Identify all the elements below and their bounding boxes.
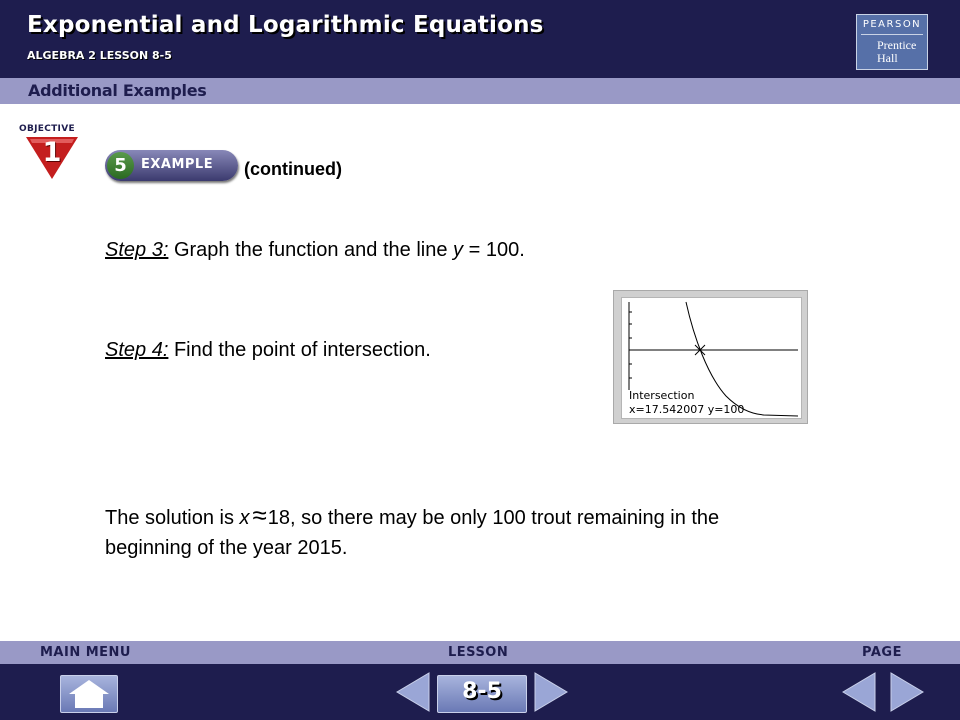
example-badge — [105, 150, 238, 181]
solution-text-end: 18, so there may be only 100 trout remaining in the — [267, 507, 720, 529]
example-label: EXAMPLE — [141, 157, 214, 172]
page-title: Exponential and Logarithmic Equations — [27, 12, 544, 38]
logo-brand: PEARSON — [862, 19, 922, 30]
step-4-text: Find the point of intersection. — [168, 339, 431, 361]
lesson-subtitle: ALGEBRA 2 LESSON 8-5 — [27, 49, 172, 62]
intersection-label: Intersection — [629, 389, 695, 402]
pearson-logo — [856, 14, 928, 70]
objective-label: OBJECTIVE — [19, 124, 75, 134]
step-3-text-end: = 100. — [463, 239, 525, 261]
calculator-screenshot — [613, 290, 808, 424]
step-4-line — [105, 339, 431, 362]
step-3-text: Graph the function and the line — [168, 239, 454, 261]
objective-number: 1 — [42, 137, 62, 168]
main-menu-button[interactable] — [60, 675, 118, 713]
solution-line-1 — [105, 500, 720, 530]
page-label: PAGE — [862, 645, 902, 660]
approx-symbol: ≈ — [252, 500, 267, 530]
previous-lesson-arrow-icon[interactable] — [395, 672, 431, 712]
continued-label: (continued) — [244, 159, 342, 179]
step-3-label: Step 3: — [105, 239, 169, 261]
lesson-number: 8-5 — [462, 679, 502, 704]
navigation-labels-bar — [0, 641, 960, 664]
solution-text: The solution is — [105, 507, 240, 529]
previous-page-arrow-icon[interactable] — [841, 672, 877, 712]
main-menu-label: MAIN MENU — [40, 645, 131, 660]
intersection-coordinates: x=17.542007 y=100 — [629, 403, 745, 416]
logo-publisher: Prentice Hall — [877, 38, 917, 65]
example-number: 5 — [107, 152, 134, 179]
navigation-bar — [0, 664, 960, 720]
solution-line-2: beginning of the year 2015. — [105, 537, 348, 559]
calculator-screen — [621, 297, 802, 419]
header-bar — [0, 0, 960, 78]
exponential-curve — [686, 302, 798, 416]
section-title: Additional Examples — [28, 81, 207, 100]
objective-badge — [16, 124, 86, 184]
home-icon — [67, 679, 111, 709]
step-3-variable: y — [453, 239, 464, 261]
next-page-arrow-icon[interactable] — [889, 672, 925, 712]
logo-divider — [861, 34, 923, 35]
next-lesson-arrow-icon[interactable] — [533, 672, 569, 712]
lesson-label: LESSON — [448, 645, 509, 660]
lesson-button[interactable] — [437, 675, 527, 713]
solution-variable: x — [239, 507, 250, 529]
step-4-label: Step 4: — [105, 339, 169, 361]
step-3-line — [105, 239, 525, 262]
